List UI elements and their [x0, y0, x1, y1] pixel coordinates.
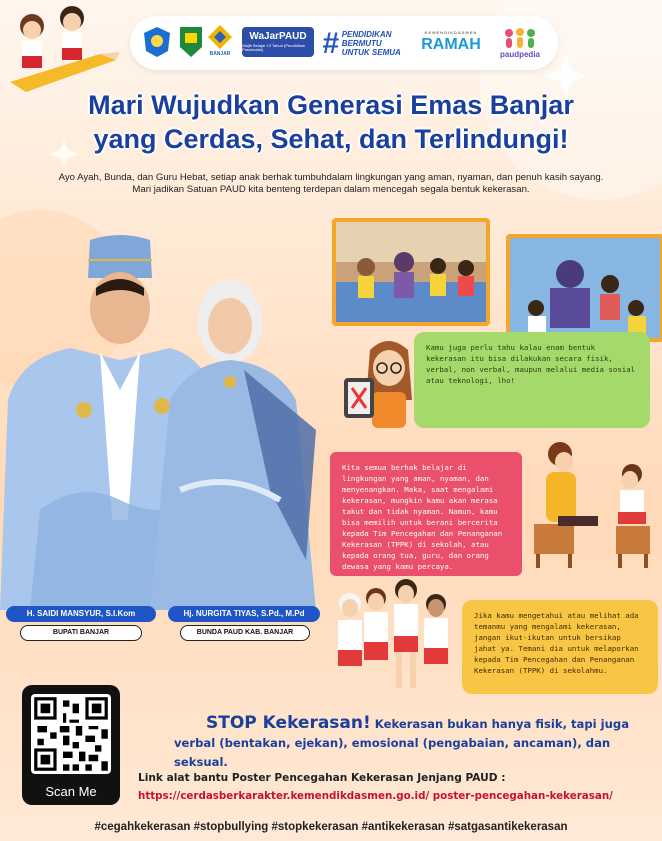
- wajar-paud-subtitle: Wajib Belajar 13 Tahun (Pendidikan Prasekolah): [242, 43, 306, 52]
- qr-code-box[interactable]: [22, 685, 120, 805]
- info-card-safe-learning: Kita semua berhak belajar di lingkungan yang aman, nyaman, dan menyenangkan. Maka, saat mengalami kekerasan, mungkin kamu akan merasa takut dan tidak nyaman. Namun, kamu bisa memilih untuk berani bercerita kepada Tim Pencegahan dan Penanganan Kekerasan (TPPK) di sekolah, atau kepada orang tua, guru, dan orang dewasa yang kamu percaya.: [330, 452, 522, 576]
- info-card-report-friend: Jika kamu mengetahui atau melihat ada temanmu yang mengalami kekerasan, jangan ikut-ikutan untuk bersikap jahat ya. Temani dia untuk melaporkan kepada Tim Pencegahan dan Penanganan Kekerasan (TPPK) di sekolahmu.: [462, 600, 658, 694]
- intro-line-2: Mari jadikan Satuan PAUD kita benteng terdepan dalam mencegah segala bentuk kekerasan.: [132, 184, 530, 195]
- qr-code-icon: [31, 694, 111, 774]
- banjar-logo-label: BANJAR: [209, 51, 231, 57]
- tool-link-url[interactable]: https://cerdasberkarakter.kemendikdasmen.go.id/ poster-pencegahan-kekerasan/: [138, 790, 613, 802]
- classroom-photo-1: [332, 218, 490, 326]
- title-line-2: yang Cerdas, Sehat, dan Terlindungi!: [93, 124, 569, 154]
- hashtag-icon: #: [322, 26, 339, 60]
- role-tag-left: BUPATI BANJAR: [20, 625, 142, 641]
- wajar-paud-title: WaJarPAUD: [249, 31, 307, 42]
- stop-text-1: Kekerasan bukan hanya fisik, tapi juga: [370, 717, 630, 731]
- stop-violence-message: [138, 714, 658, 772]
- name-tag-left: H. SAIDI MANSYUR, S.I.Kom: [6, 606, 156, 622]
- classroom-photo-2: [506, 234, 662, 342]
- ramah-logo-text: RAMAH: [421, 36, 481, 53]
- tool-link-label: Link alat bantu Poster Pencegahan Kekerasan Jenjang PAUD :: [138, 772, 506, 784]
- name-tag-right: Hj. NURGITA TIYAS, S.Pd., M.Pd: [168, 606, 320, 622]
- banjar-logo-icon: [206, 23, 234, 57]
- title-line-1: Mari Wujudkan Generasi Emas Banjar: [88, 90, 574, 120]
- role-tag-right: BUNDA PAUD KAB. BANJAR: [180, 625, 310, 641]
- ramah-logo-top: KEMENDIKDASMEN: [424, 30, 478, 35]
- banjar-regency-emblem-icon: [178, 25, 204, 59]
- paudpedia-logo: [490, 24, 550, 62]
- wajar-paud-logo: [242, 27, 314, 57]
- teacher-and-child-illustration: [524, 436, 660, 570]
- ramah-logo: [418, 24, 484, 60]
- pendidikan-bermutu-text: PENDIDIKAN BERMUTU UNTUK SEMUA: [341, 29, 401, 57]
- officials-portrait: [0, 230, 330, 610]
- pendidikan-bermutu-logo: [322, 26, 408, 60]
- stop-text-2: verbal (bentakan, ejekan), emosional (pengabaian, ancaman), dan seksual.: [174, 736, 611, 769]
- paudpedia-logo-text: paudpedia: [499, 49, 540, 59]
- qr-code[interactable]: [31, 694, 111, 774]
- kids-group-illustration: [330, 578, 462, 704]
- intro-text: [30, 172, 632, 196]
- scan-me-label: Scan Me: [45, 784, 97, 799]
- hashtags: #cegahkekerasan #stopbullying #stopkekerasan #antikekerasan #satgasantikekerasan: [94, 821, 568, 833]
- kids-on-pencil-illustration: [4, 4, 122, 98]
- info-card-forms-of-violence: Kamu juga perlu tahu kalau enam bentuk kekerasan itu bisa dilakukan secara fisik, verbal, non verbal, maupun melalui media sosial atau teknologi, lho!: [414, 332, 650, 428]
- paudpedia-figures-icon: [503, 28, 537, 50]
- intro-line-1: Ayo Ayah, Bunda, dan Guru Hebat, setiap anak berhak tumbuhdalam lingkungan yang aman, nyaman, dan penuh kasih sayang.: [58, 172, 604, 183]
- stop-headline: STOP Kekerasan!: [206, 713, 371, 733]
- logo-bar: [130, 16, 558, 70]
- page-title: [40, 88, 622, 156]
- tut-wuri-logo-icon: [142, 25, 172, 59]
